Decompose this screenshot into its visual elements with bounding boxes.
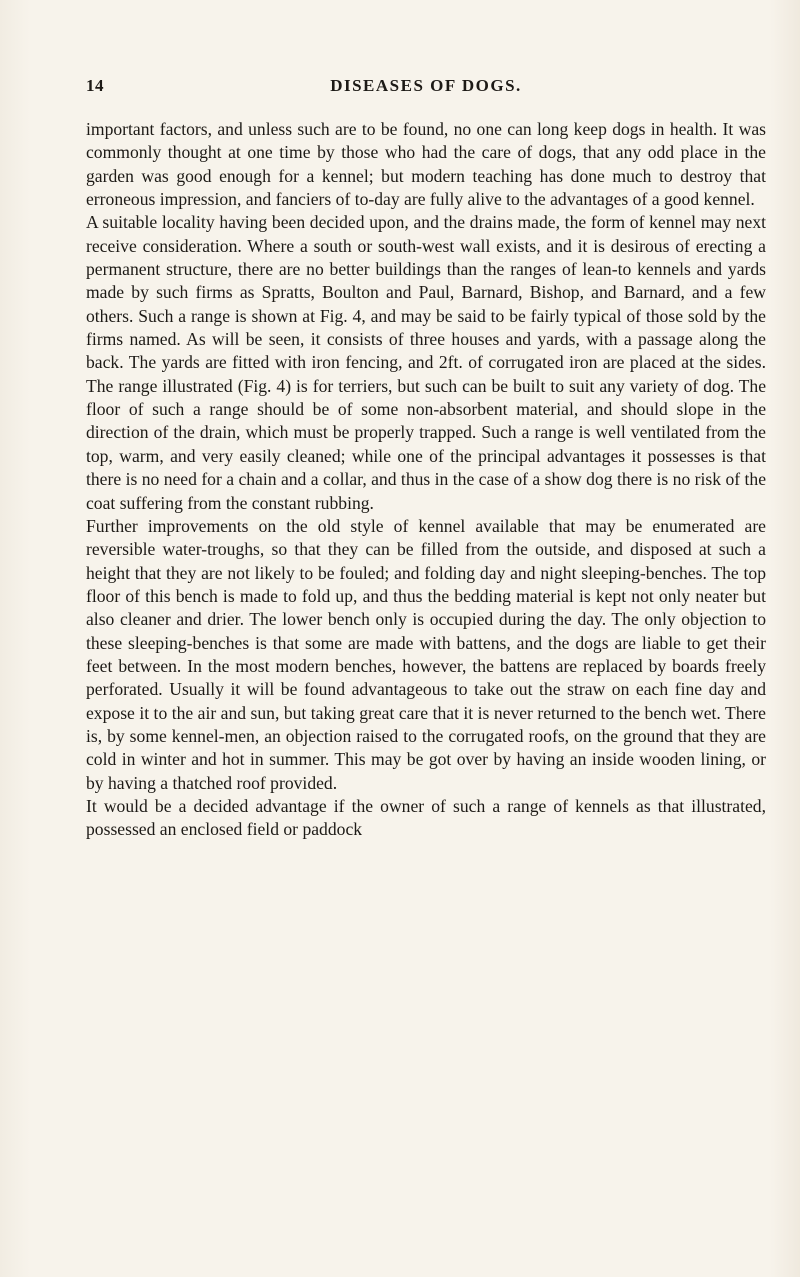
paragraph: A suitable locality having been decided upon, and the drains made, the form of kennel may next receive consideration. Where a south or south-west wall exists, and it is desirous of erecting a permanent structure, there are no better buildings than the ranges of lean-to kennels and yards made by such firms as Spratts, Boulton and Paul, Barnard, Bishop, and Barnard, and a few others. Such a range is shown at Fig. 4, and may be said to be fairly typical of those sold by the firms named. As will be seen, it consists of three houses and yards, with a passage along the back. The yards are fitted with iron fencing, and 2ft. of corrugated iron are placed at the sides. The range illustrated (Fig. 4) is for terriers, but such can be built to suit any variety of dog. The floor of such a range should be of some non-absorbent material, and should slope in the direction of the drain, which must be properly trapped. Such a range is well ventilated from the top, warm, and very easily cleaned; while one of the principal advantages it possesses is that there is no need for a chain and a collar, and thus in the case of a show dog there is no risk of the coat suffering from the constant rubbing.: [86, 212, 766, 513]
page-header: [86, 76, 766, 98]
running-head: DISEASES OF DOGS.: [330, 76, 522, 95]
body-text: [86, 118, 766, 842]
page-number: 14: [86, 76, 104, 95]
paragraph: It would be a decided advantage if the owner of such a range of kennels as that illustrated, possessed an enclosed field or paddock: [86, 795, 766, 840]
paragraph: Further improvements on the old style of kennel available that may be enumerated are reversible water-troughs, so that they can be filled from the outside, and disposed at such a height that they are not likely to be fouled; and folding day and night sleeping-benches. The top floor of this bench is made to fold up, and thus the bedding material is kept not only neater but also cleaner and drier. The lower bench only is occupied during the day. The only objection to these sleeping-benches is that some are made with battens, and the dogs are liable to get their feet between. In the most modern benches, however, the battens are replaced by boards freely perforated. Usually it will be found advantageous to take out the straw on each fine day and expose it to the air and sun, but taking great care that it is never returned to the bench wet. There is, by some kennel-men, an objection raised to the corrugated roofs, on the ground that they are cold in winter and hot in summer. This may be got over by having an inside wooden lining, or by having a thatched roof provided.: [86, 515, 766, 793]
paragraph: important factors, and unless such are to be found, no one can long keep dogs in health. It was commonly thought at one time by those who had the care of dogs, that any odd place in the garden was good enough for a kennel; but modern teaching has done much to destroy that erroneous impression, and fanciers of to-day are fully alive to the advantages of a good kennel.: [86, 119, 766, 210]
